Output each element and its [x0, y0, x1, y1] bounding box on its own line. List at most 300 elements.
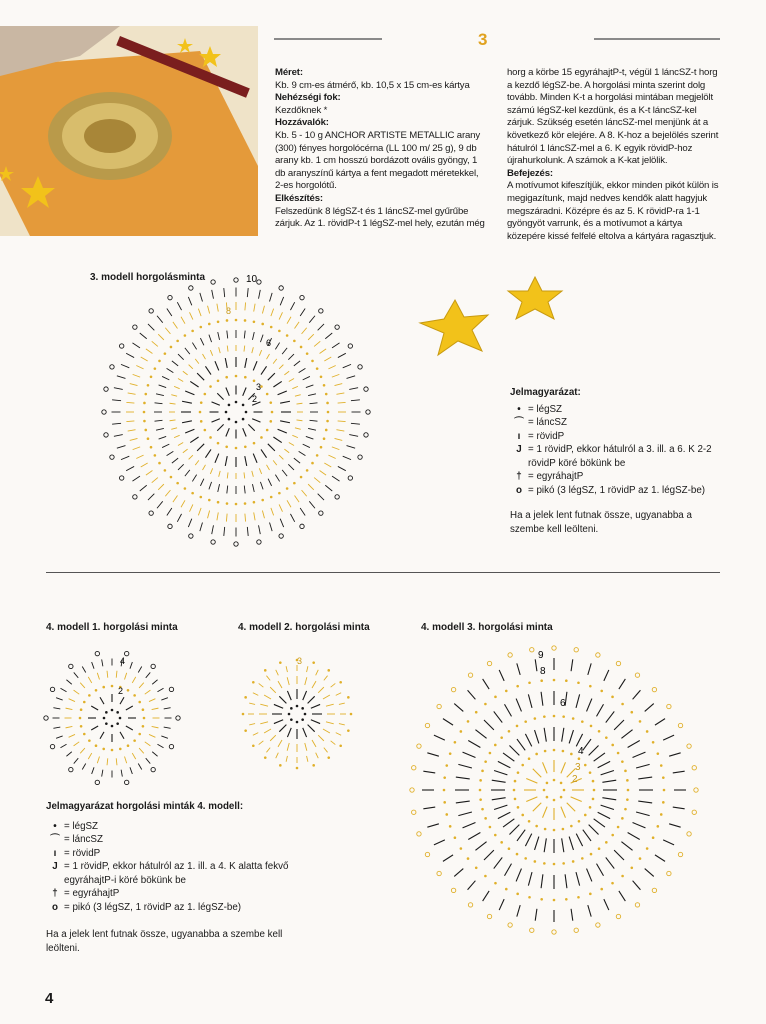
- legend-model-3: [510, 386, 720, 536]
- stitch-mark: [633, 881, 641, 890]
- stitch-mark: [326, 402, 329, 405]
- stitch-mark: [311, 720, 320, 724]
- stitch-mark: [278, 391, 287, 395]
- stitch-mark: [159, 436, 167, 439]
- stitch-mark: [161, 698, 168, 700]
- stitch-mark: [271, 309, 274, 317]
- stitch-mark: [74, 672, 78, 677]
- stitch-mark: [217, 304, 218, 312]
- stitch-mark: [286, 756, 287, 762]
- stitch-mark: [348, 476, 352, 480]
- stitch-mark: [132, 343, 139, 348]
- stitch-mark: [655, 719, 665, 725]
- stitch-mark: [323, 384, 326, 387]
- diagram-3-title: 3. modell horgolásminta: [90, 272, 206, 283]
- stitch-mark: [79, 717, 82, 720]
- stitch-mark: [74, 690, 80, 694]
- stitch-mark: [136, 455, 143, 458]
- stitch-mark: [335, 325, 339, 329]
- stitch-mark: [244, 331, 245, 339]
- stitch-mark: [253, 693, 258, 696]
- round-label-3: 3: [297, 656, 303, 666]
- stitch-mark: [146, 349, 153, 354]
- stitch-mark: [484, 850, 494, 860]
- stitch-mark: [107, 758, 108, 765]
- stitch-mark: [270, 326, 273, 329]
- stitch-mark: [279, 534, 283, 538]
- stitch-mark: [243, 388, 246, 396]
- stitch-mark: [467, 720, 470, 723]
- stitch-mark: [102, 748, 105, 751]
- decorative-stars: [410, 275, 580, 365]
- stitch-mark: [614, 720, 624, 730]
- stitch-mark: [303, 728, 307, 737]
- doily-photo-art: [0, 26, 258, 236]
- stitch-mark: [209, 482, 212, 490]
- stitch-mark: [253, 733, 258, 736]
- stitch-mark: [295, 322, 300, 329]
- stitch-mark: [66, 726, 73, 727]
- stitch-mark: [669, 753, 681, 756]
- stitch-mark: [262, 306, 264, 314]
- stitch-mark: [535, 909, 537, 921]
- stitch-mark: [517, 771, 520, 774]
- stitch-mark: [226, 428, 229, 436]
- stitch-mark: [156, 394, 164, 396]
- stitch-mark: [562, 728, 564, 742]
- stitch-mark: [128, 393, 136, 394]
- stitch-mark: [318, 687, 324, 693]
- stitch-mark: [155, 420, 163, 421]
- stitch-mark: [165, 328, 170, 334]
- stitch-mark: [185, 429, 194, 433]
- stitch-mark: [437, 871, 441, 875]
- stitch-mark: [475, 866, 478, 869]
- stitch-mark: [336, 430, 344, 431]
- stitch-mark: [287, 317, 291, 324]
- stitch-mark: [325, 393, 328, 396]
- stitch-mark: [588, 663, 591, 675]
- stitch-mark: [178, 464, 184, 470]
- stitch-mark: [74, 742, 80, 746]
- stitch-mark: [567, 803, 575, 811]
- stitch-mark: [624, 808, 627, 811]
- stitch-mark: [574, 928, 578, 932]
- stitch-mark: [124, 780, 128, 784]
- stitch-mark: [282, 470, 287, 476]
- stitch-mark: [287, 691, 291, 700]
- stitch-mark: [598, 761, 610, 767]
- stitch-mark: [244, 696, 247, 699]
- stitch-mark: [126, 726, 133, 730]
- stitch-mark: [343, 364, 351, 367]
- stitch-mark: [244, 319, 247, 322]
- stitch-mark: [328, 455, 335, 458]
- stitch-mark: [271, 411, 274, 414]
- stitch-mark: [95, 744, 98, 747]
- stitch-mark: [190, 437, 198, 443]
- stitch-mark: [589, 806, 592, 809]
- round-label-6: 6: [560, 698, 566, 709]
- stitch-mark: [290, 514, 294, 522]
- stitch-mark: [140, 485, 147, 491]
- stitch-mark: [158, 334, 164, 340]
- stitch-mark: [182, 401, 192, 403]
- stitch-mark: [528, 896, 531, 899]
- stitch-mark: [126, 706, 133, 710]
- legend-item: [46, 860, 326, 887]
- legend-item: [510, 470, 720, 484]
- stitch-mark: [83, 733, 86, 736]
- stitch-mark: [149, 511, 153, 515]
- stitch-mark: [138, 666, 142, 672]
- stitch-mark: [80, 708, 83, 711]
- stitch-mark: [427, 753, 439, 756]
- legend-text: = láncSZ: [64, 834, 103, 845]
- stitch-mark: [290, 302, 294, 310]
- stitch-mark: [242, 713, 245, 716]
- stitch-mark: [621, 703, 624, 706]
- stitch-mark: [217, 442, 220, 445]
- stitch-mark: [312, 661, 315, 664]
- legend-symbol: ⌒: [50, 834, 60, 845]
- stitch-mark: [287, 500, 291, 507]
- stitch-mark: [130, 662, 132, 669]
- stitch-mark: [244, 346, 245, 352]
- stitch-mark: [260, 722, 268, 724]
- stitch-mark: [69, 767, 73, 771]
- stitch-mark: [252, 471, 254, 477]
- stitch-mark: [458, 812, 472, 816]
- stitch-mark: [475, 711, 478, 714]
- stitch-mark: [332, 476, 339, 481]
- stitch-mark: [456, 777, 470, 779]
- stitch-mark: [484, 720, 494, 730]
- stitch-mark: [225, 376, 228, 379]
- stitch-mark: [587, 699, 592, 712]
- stitch-mark: [325, 485, 332, 491]
- stitch-mark: [310, 420, 318, 421]
- stitch-mark: [655, 855, 665, 861]
- stitch-mark: [443, 776, 446, 779]
- stitch-mark: [235, 319, 238, 322]
- stitch-mark: [273, 460, 277, 465]
- stitch-mark: [278, 330, 281, 333]
- legend-symbol: †: [52, 888, 58, 899]
- stitch-mark: [639, 857, 642, 860]
- stitch-mark: [657, 752, 660, 755]
- making-text: Felszedünk 8 légSZ-t és 1 láncSZ-mel gyűrűbe zárjuk. Az 1. rövidP-t 1 légSZ-mel hely, ezután még: [275, 205, 485, 230]
- stitch-mark: [589, 771, 592, 774]
- stitch-mark: [565, 898, 568, 901]
- stitch-mark: [170, 476, 173, 479]
- stitch-mark: [597, 864, 604, 876]
- stitch-mark: [252, 332, 254, 340]
- stitch-mark: [242, 418, 245, 421]
- stitch-mark: [598, 812, 610, 818]
- stitch-mark: [60, 688, 66, 692]
- stitch-mark: [589, 745, 599, 755]
- legend-title: Jelmagyarázat horgolási minták 4. modell:: [46, 801, 244, 812]
- stitch-mark: [468, 673, 472, 677]
- round-label-6: 6: [266, 338, 272, 348]
- stitch-mark: [323, 437, 326, 440]
- legend-text: = egyráhajtP: [528, 471, 584, 482]
- stitch-mark: [95, 689, 98, 692]
- stitch-mark: [278, 492, 281, 495]
- stitch-mark: [606, 857, 615, 868]
- stitch-mark: [306, 436, 314, 439]
- stitch-mark: [332, 374, 340, 377]
- stitch-mark: [308, 696, 315, 703]
- stitch-mark: [244, 445, 247, 448]
- stitch-mark: [320, 446, 323, 449]
- stitch-mark: [528, 872, 532, 886]
- stitch-mark: [332, 447, 340, 450]
- stitch-mark: [292, 386, 298, 388]
- legend-item: [510, 443, 720, 470]
- stitch-mark: [279, 661, 282, 664]
- stitch-mark: [583, 739, 591, 750]
- stitch-mark: [110, 455, 114, 459]
- stitch-mark: [225, 411, 228, 414]
- stitch-mark: [646, 847, 649, 850]
- stitch-mark: [626, 798, 629, 801]
- stitch-mark: [553, 749, 556, 752]
- stitch-mark: [456, 801, 470, 803]
- stitch-mark: [252, 484, 254, 492]
- stitch-mark: [534, 717, 537, 720]
- stitch-mark: [303, 376, 310, 379]
- stitch-mark: [323, 695, 330, 699]
- stitch-mark: [270, 687, 276, 693]
- stitch-mark: [149, 309, 153, 313]
- stitch-mark: [546, 782, 549, 785]
- stitch-mark: [227, 331, 228, 339]
- stitch-mark: [553, 679, 556, 682]
- stitch-mark: [88, 739, 91, 742]
- stitch-mark: [280, 421, 290, 423]
- stitch-mark: [146, 471, 153, 476]
- stitch-mark: [262, 511, 264, 519]
- stitch-mark: [339, 681, 342, 684]
- stitch-mark: [53, 727, 60, 728]
- stitch-mark: [611, 696, 614, 699]
- stitch-mark: [326, 704, 334, 706]
- stitch-mark: [92, 767, 94, 774]
- stitch-mark: [312, 740, 316, 747]
- stitch-mark: [294, 458, 300, 463]
- stitch-mark: [451, 888, 455, 892]
- stitch-mark: [117, 446, 126, 449]
- stitch-mark: [183, 449, 188, 453]
- stitch-mark: [181, 317, 185, 324]
- stitch-mark: [200, 338, 203, 345]
- stitch-mark: [327, 669, 330, 672]
- making-label: Elkészítés:: [275, 192, 323, 204]
- stitch-mark: [151, 664, 155, 668]
- stitch-mark: [308, 428, 316, 430]
- stitch-mark: [205, 366, 211, 374]
- stitch-mark: [305, 677, 307, 685]
- stitch-mark: [190, 381, 198, 387]
- stitch-mark: [584, 814, 587, 817]
- stitch-mark: [253, 442, 256, 445]
- stitch-mark: [611, 882, 614, 885]
- legend-symbol: J: [516, 444, 522, 455]
- stitch-mark: [244, 729, 247, 732]
- stitch-mark: [569, 837, 573, 850]
- stitch-mark: [505, 864, 512, 876]
- stitch-mark: [275, 475, 279, 482]
- stitch-mark: [492, 780, 506, 782]
- stitch-mark: [614, 850, 624, 860]
- stitch-mark: [434, 840, 445, 845]
- stitch-mark: [508, 730, 511, 733]
- legend-symbol: •: [53, 820, 57, 832]
- stitch-mark: [687, 832, 691, 836]
- diagram-4-1: [40, 642, 190, 792]
- stitch-mark: [516, 853, 519, 856]
- stitch-mark: [514, 780, 517, 783]
- legend-symbol: ı: [53, 847, 57, 859]
- stitch-mark: [184, 334, 187, 337]
- legend-note: Ha a jelek lent futnak össze, ugyanabba a szembe kell leölteni.: [510, 510, 692, 535]
- legend-note: Ha a jelek lent futnak össze, ugyanabba a szembe kell leölteni.: [46, 929, 283, 954]
- stitch-mark: [143, 420, 146, 423]
- stitch-mark: [347, 446, 356, 449]
- stitch-mark: [339, 703, 345, 704]
- stitch-mark: [157, 688, 163, 692]
- stitch-mark: [687, 744, 691, 748]
- stitch-mark: [260, 482, 263, 490]
- stitch-mark: [261, 366, 267, 374]
- stitch-mark: [69, 664, 73, 668]
- stitch-mark: [80, 748, 85, 753]
- stitch-mark: [514, 798, 517, 801]
- stitch-mark: [190, 504, 193, 511]
- stitch-mark: [270, 293, 273, 302]
- stitch-mark: [290, 718, 293, 721]
- stitch-mark: [307, 666, 308, 672]
- stitch-mark: [125, 757, 127, 764]
- stitch-mark: [170, 420, 176, 421]
- stitch-mark: [535, 825, 538, 828]
- stitch-mark: [535, 659, 537, 671]
- stitch-mark: [621, 730, 632, 739]
- round-label-3: 3: [575, 762, 581, 773]
- stitch-mark: [494, 771, 507, 775]
- stitch-mark: [252, 744, 255, 747]
- stitch-mark: [605, 841, 608, 844]
- stitch-mark: [288, 354, 294, 360]
- stitch-mark: [197, 373, 204, 380]
- stitch-mark: [318, 324, 324, 330]
- stitch-mark: [247, 288, 248, 297]
- stitch-mark: [173, 496, 178, 503]
- stitch-mark: [544, 828, 547, 831]
- legend-text: = láncSZ: [528, 417, 567, 428]
- stitch-mark: [552, 646, 556, 650]
- round-label-4: 4: [120, 656, 126, 666]
- stitch-mark: [185, 470, 190, 476]
- stitch-mark: [197, 444, 204, 451]
- stitch-mark: [235, 421, 238, 424]
- legend-text: = pikó (3 légSZ, 1 rövidP az 1. légSZ-be): [64, 901, 242, 913]
- stitch-mark: [517, 739, 525, 750]
- stitch-mark: [217, 424, 223, 430]
- stitch-mark: [138, 701, 141, 704]
- stitch-mark: [282, 348, 287, 354]
- legend-symbol: o: [52, 901, 58, 913]
- stitch-mark: [184, 487, 187, 490]
- stitch-mark: [226, 319, 229, 322]
- stitch-mark: [235, 447, 238, 450]
- stitch-mark: [188, 519, 191, 527]
- stitch-mark: [296, 403, 302, 404]
- stitch-mark: [667, 704, 671, 708]
- round-label-9: 9: [538, 650, 544, 661]
- stitch-mark: [509, 825, 519, 835]
- stitch-mark: [499, 899, 504, 910]
- stitch-mark: [88, 753, 92, 759]
- stitch-mark: [663, 735, 674, 740]
- stitch-mark: [325, 333, 332, 339]
- stitch-mark: [178, 354, 184, 360]
- stitch-mark: [203, 354, 206, 359]
- stitch-mark: [144, 429, 147, 432]
- stitch-mark: [646, 730, 649, 733]
- stitch-mark: [150, 446, 153, 449]
- stitch-mark: [499, 670, 504, 681]
- stitch-mark: [451, 687, 455, 691]
- stitch-mark: [320, 349, 327, 354]
- stitch-mark: [140, 333, 147, 339]
- stitch-mark: [503, 819, 514, 827]
- stitch-mark: [102, 770, 103, 777]
- stitch-mark: [218, 332, 220, 340]
- stitch-mark: [279, 312, 282, 319]
- doily-photo: [0, 26, 258, 236]
- stitch-mark: [200, 479, 203, 486]
- stitch-mark: [167, 508, 172, 515]
- legend-symbol: †: [516, 471, 522, 482]
- stitch-mark: [217, 393, 223, 399]
- stitch-mark: [443, 789, 446, 792]
- stitch-mark: [652, 836, 655, 839]
- stitch-mark: [598, 730, 601, 733]
- stitch-mark: [159, 385, 167, 388]
- stitch-mark: [339, 744, 342, 747]
- stitch-mark: [295, 496, 300, 503]
- stitch-mark: [164, 469, 167, 472]
- finish-label: Befejezés:: [507, 167, 553, 179]
- stitch-mark: [339, 724, 345, 725]
- stitch-mark: [338, 353, 346, 357]
- stitch-mark: [254, 512, 255, 520]
- stitch-mark: [270, 735, 276, 741]
- legend-symbol: J: [52, 861, 58, 872]
- stitch-mark: [259, 290, 261, 299]
- stitch-mark: [286, 334, 289, 337]
- stitch-mark: [594, 753, 605, 761]
- stitch-mark: [227, 486, 228, 494]
- stitch-mark: [528, 694, 532, 708]
- stitch-mark: [259, 525, 261, 534]
- stitch-mark: [152, 478, 158, 483]
- header-rule-left: [274, 38, 382, 40]
- stitch-mark: [128, 430, 136, 431]
